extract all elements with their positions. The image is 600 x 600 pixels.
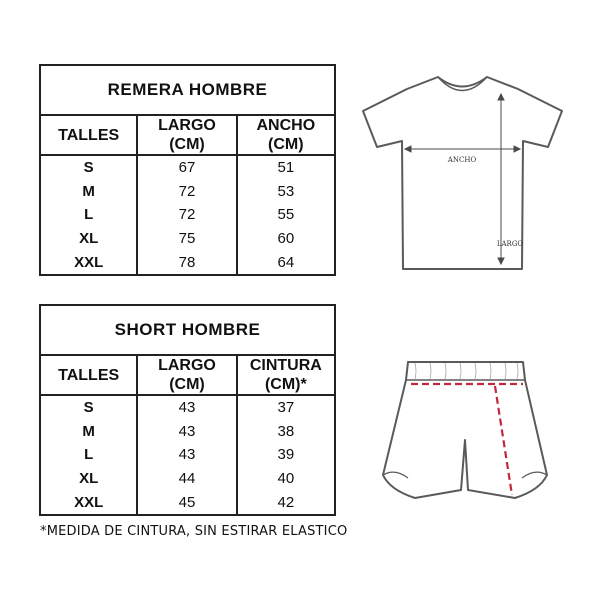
table-row (40, 467, 335, 491)
short-header-cintura (237, 355, 335, 395)
table-row (40, 155, 335, 180)
short-header-talles: TALLES (40, 355, 137, 395)
largo-cell: 67 (137, 155, 236, 180)
talle-cell: M (82, 422, 95, 440)
table-row (40, 490, 335, 515)
short-size-table (39, 304, 336, 516)
remera-size-table (39, 64, 336, 276)
remera-header-largo-line1: LARGO (158, 117, 216, 134)
short-table-title: SHORT HOMBRE (40, 305, 335, 355)
footnote: *MEDIDA DE CINTURA, SIN ESTIRAR ELASTICO (40, 524, 348, 539)
talle-cell: XXL (74, 493, 104, 511)
ancho-cell: 55 (237, 203, 335, 227)
largo-cell: 72 (137, 180, 236, 204)
largo-cell: 45 (137, 490, 236, 515)
ancho-cell: 53 (237, 180, 335, 204)
ancho-label: ANCHO (447, 156, 477, 164)
table-row (40, 443, 335, 467)
ancho-cell: 64 (237, 250, 335, 275)
ancho-measure-line (405, 146, 520, 152)
table-row (40, 227, 335, 251)
ancho-cell: 60 (237, 227, 335, 251)
talle-cell: S (83, 399, 94, 417)
talle-cell: L (84, 206, 94, 224)
talle-cell: XXL (74, 253, 104, 271)
cintura-cell: 40 (237, 467, 335, 491)
table-row (40, 180, 335, 204)
shorts-outline (383, 362, 547, 498)
short-header-cintura-line2: (CM)* (264, 376, 307, 393)
table-row (40, 395, 335, 420)
short-header-largo-line2: (CM) (169, 376, 205, 393)
remera-header-ancho-line1: ANCHO (256, 117, 316, 134)
largo-cell: 78 (137, 250, 236, 275)
cintura-cell: 37 (237, 395, 335, 420)
remera-header-ancho-line2: (CM) (268, 136, 304, 153)
talle-cell: XL (79, 470, 99, 488)
talle-cell: L (84, 446, 94, 464)
ancho-cell: 51 (237, 155, 335, 180)
largo-measure-line (498, 94, 504, 264)
largo-cell: 75 (137, 227, 236, 251)
largo-cell: 43 (137, 420, 236, 444)
largo-cell: 43 (137, 395, 236, 420)
largo-measure-line (495, 386, 512, 495)
largo-cell: 43 (137, 443, 236, 467)
largo-label: LARGO (496, 240, 524, 248)
table-row (40, 203, 335, 227)
table-row (40, 420, 335, 444)
remera-header-largo (137, 115, 236, 155)
remera-header-ancho (237, 115, 335, 155)
cintura-cell: 39 (237, 443, 335, 467)
cintura-cell: 42 (237, 490, 335, 515)
remera-header-largo-line2: (CM) (169, 136, 205, 153)
shorts-diagram (375, 350, 555, 510)
cintura-cell: 38 (237, 420, 335, 444)
talle-cell: XL (79, 230, 99, 248)
tshirt-outline (363, 77, 562, 269)
tshirt-diagram (350, 64, 575, 276)
short-header-largo-line1: LARGO (158, 357, 216, 374)
talle-cell: S (83, 159, 94, 177)
short-header-cintura-line1: CINTURA (249, 357, 322, 374)
table-row (40, 250, 335, 275)
short-header-largo (137, 355, 236, 395)
largo-cell: 44 (137, 467, 236, 491)
remera-table-title: REMERA HOMBRE (40, 65, 335, 115)
largo-cell: 72 (137, 203, 236, 227)
remera-header-talles: TALLES (40, 115, 137, 155)
talle-cell: M (82, 182, 95, 200)
